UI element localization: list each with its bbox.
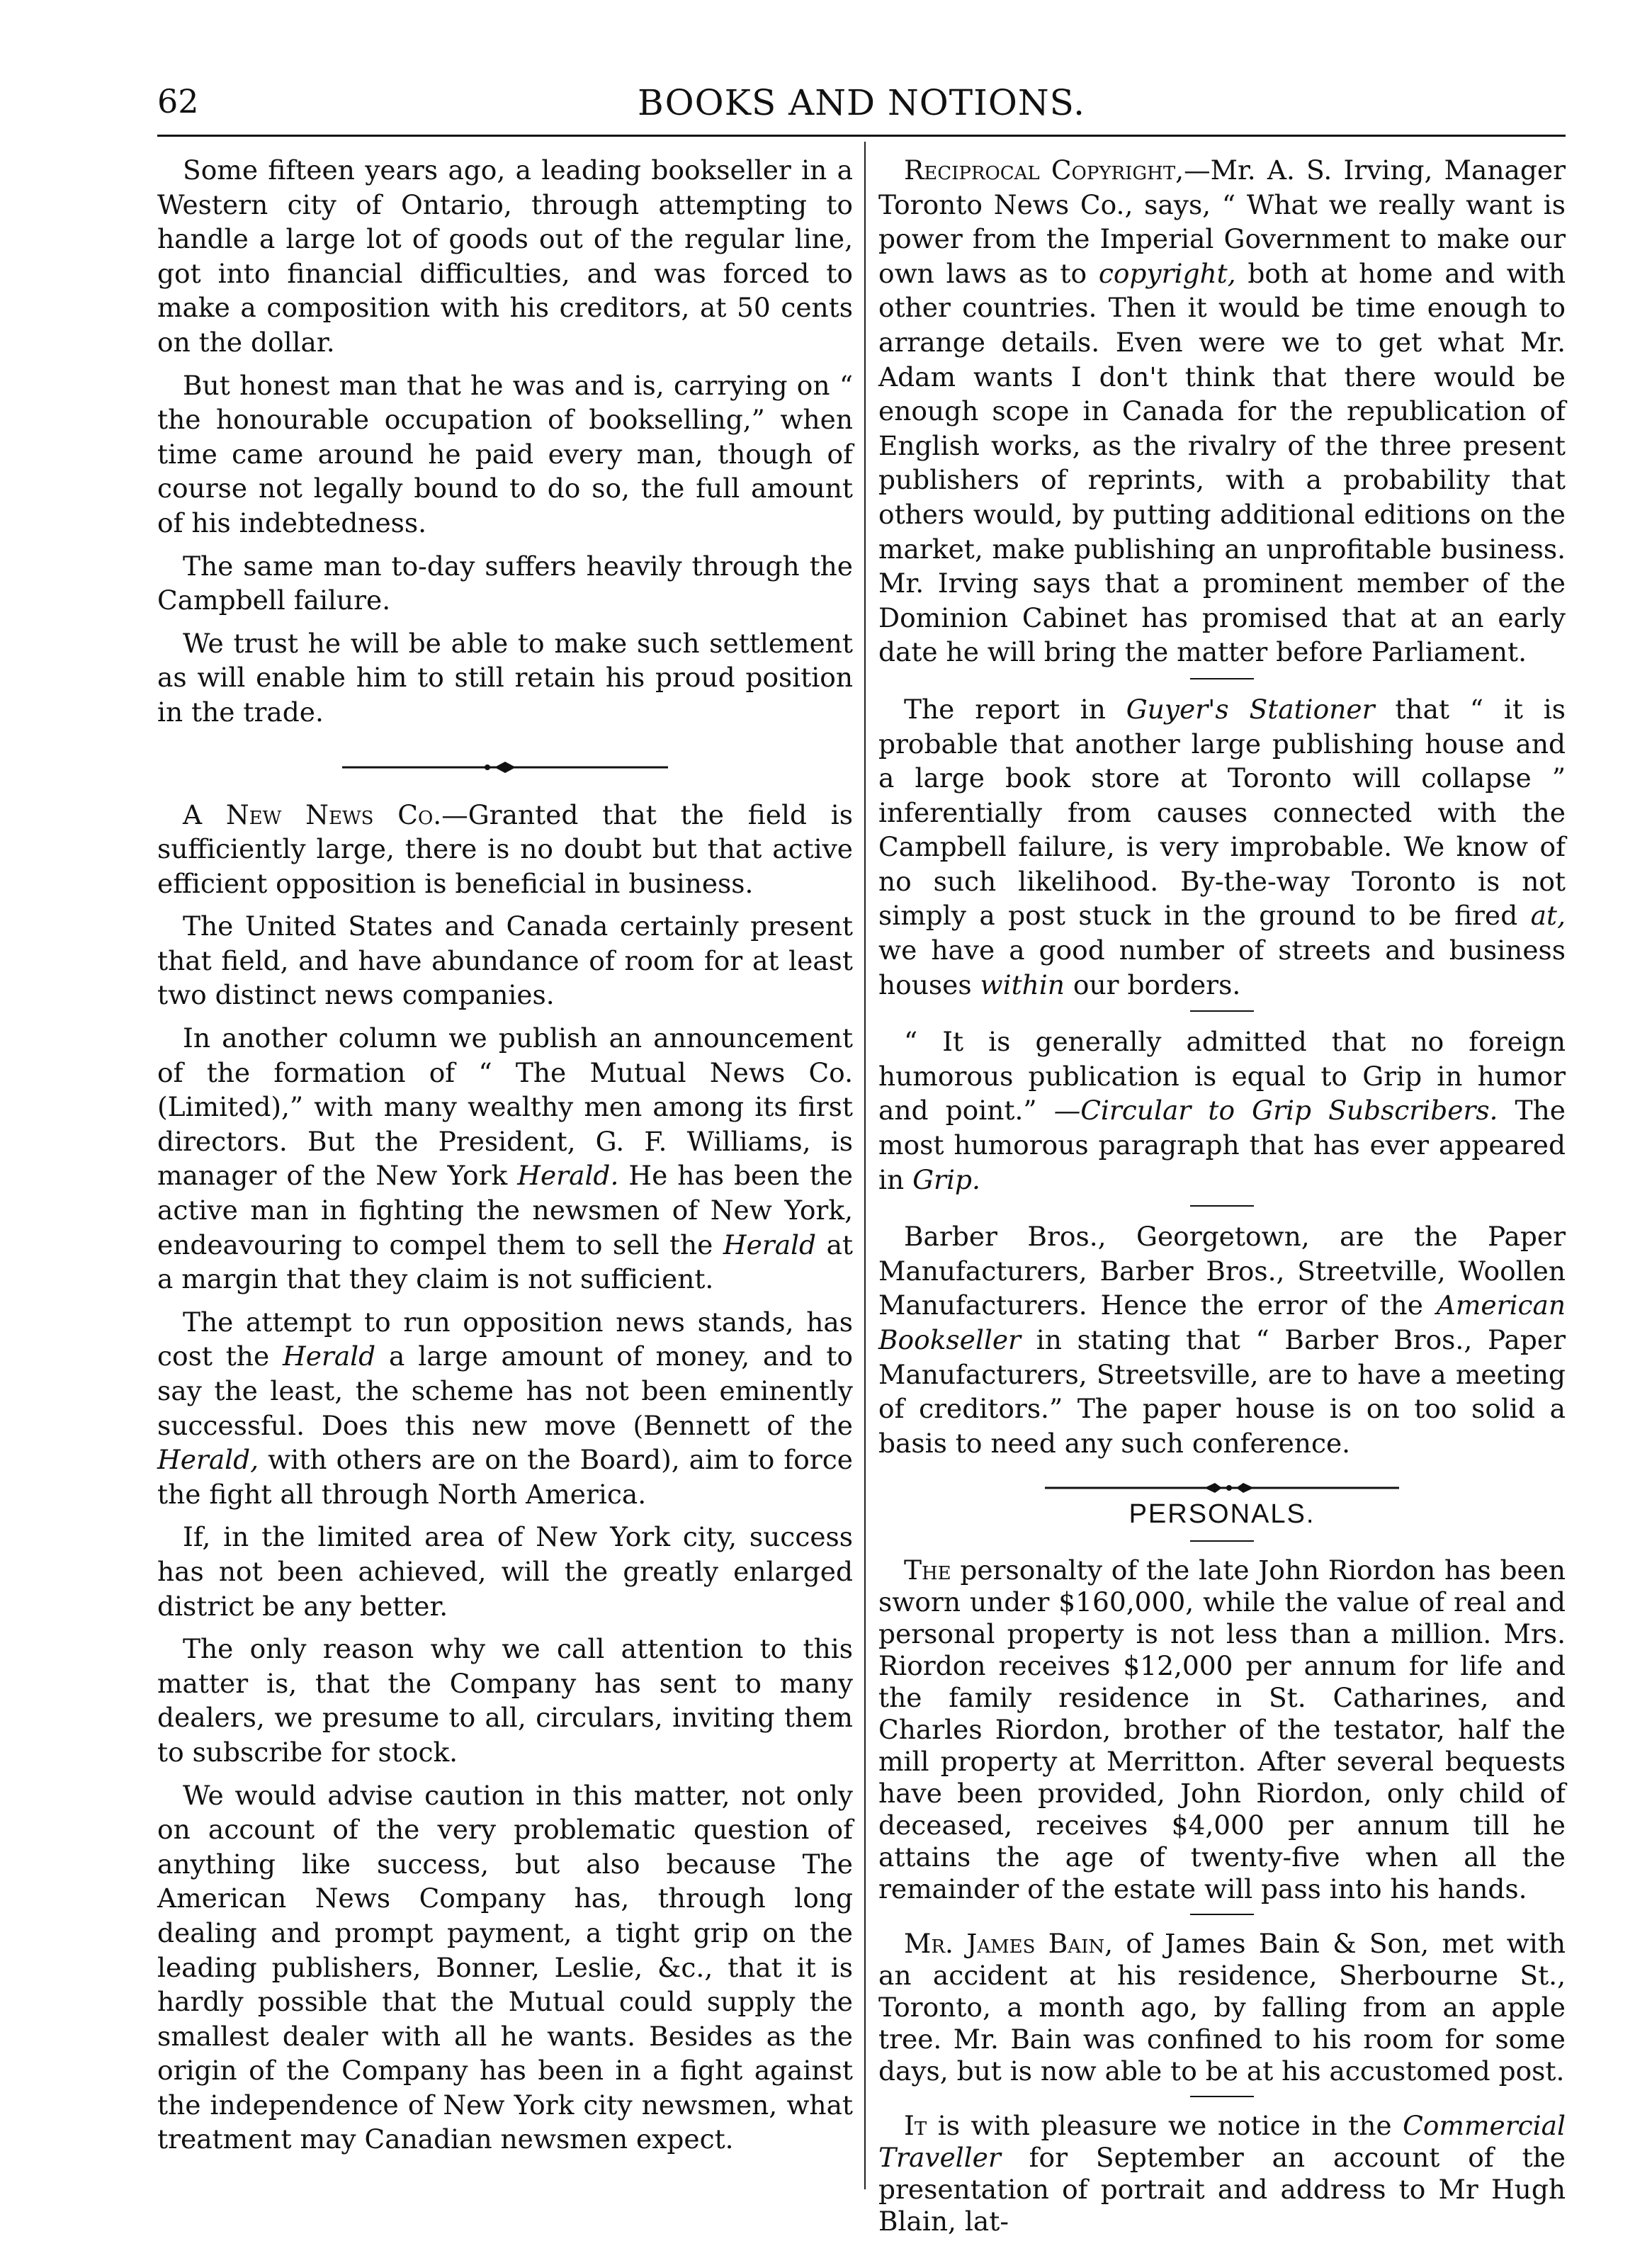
personals-heading: PERSONALS. [1128, 1499, 1316, 1530]
divider-rule [1190, 678, 1254, 679]
article-reciprocal-copyright: Reciprocal Copyright,—Mr. A. S. Irving, Manager Toronto News Co., says, “ What we really want is power from the Imperial Government to make our own laws as to copyright, both at home and with other countries. Then it would be time enough to arrange details. Even were we to get what Mr. Adam wants I don't think that there would be enough scope in Canada for the republication of English works, as the rivalry of the three present publishers of reprints, with a probability that others would, by putting additional editions on the market, make publishing an unprofitable business. Mr. Irving says that a prominent member of the Dominion Cabinet has promised that at an early date he will bring the matter before Parliament. [878, 154, 1566, 668]
article-guyers-stationer: The report in Guyer's Stationer that “ it is probable that another large publishing house and a large book store at Toronto will collapse ” inferentially from causes connected with the Campbell failure, is very improbable. We know of no such likelihood. By-the-way Toronto is not simply a post stuck in the ground to be fired at, we have a good number of streets and business houses within our borders. [878, 693, 1566, 1000]
article-bookseller-p2: But honest man that he was and is, carrying on “ the honourable occupation of bookselling,” when time came around he paid every man, though of course not legally bound to do so, the full amount of his indebtedness. [157, 369, 853, 538]
article-bookseller-p3: The same man to-day suffers heavily through the Campbell failure. [157, 550, 853, 616]
personals-section [878, 1554, 1566, 2237]
ornament-divider-icon [342, 760, 668, 774]
news-co-lead: A New News Co. [183, 798, 442, 830]
divider-rule [1190, 2096, 1254, 2097]
left-column [157, 153, 853, 2165]
divider-rule [1190, 1914, 1254, 1915]
ornament-divider-icon [1045, 1481, 1399, 1495]
article-bookseller-p4: We trust he will be able to make such settlement as will enable him to still retain his proud position in the trade. [157, 627, 853, 728]
article-bookseller-p1: Some fifteen years ago, a leading bookseller in a Western city of Ontario, through attempting to handle a large lot of goods out of the regular line, got into financial difficulties, and was forced to make a composition with his creditors, at 50 cents on the dollar. [157, 154, 853, 358]
article-news-co-p1: A New News Co.—Granted that the field is sufficiently large, there is no doubt but that active efficient opposition is beneficial in business. [157, 798, 853, 899]
article-news-co-p3: In another column we publish an announcement of the formation of “ The Mutual News Co. (Limited),” with many wealthy men among its first directors. But the President, G. F. Williams, is manager of the New York Herald. He has been the active man in fighting the newsmen of New York, endeavouring to compel them to sell the Herald at a margin that they claim is not sufficient. [157, 1022, 853, 1295]
page-header [157, 79, 1566, 129]
personal-riordon: The personalty of the late John Riordon has been sworn under $160,000, while the value of real and personal property is not less than a million. Mrs. Riordon receives $12,000 per annum for life and the family residence in St. Catharines, and Charles Riordon, brother of the testator, half the mill property at Merritton. After several bequests have been provided, John Riordon, only child of deceased, receives $4,000 per annum till he attains the age of twenty-five when all the remainder of the estate will pass into his hands. [878, 1554, 1566, 1904]
divider-rule [1190, 1205, 1254, 1207]
article-barber-bros: Barber Bros., Georgetown, are the Paper Manufacturers, Barber Bros., Streetville, Woollen Manufacturers. Hence the error of the American Bookseller in stating that “ Barber Bros., Paper Manufacturers, Streetsville, are to have a meeting of creditors.” The paper house is on too solid a basis to need any such conference. [878, 1221, 1566, 1459]
divider-rule [1190, 1010, 1254, 1012]
running-title: BOOKS AND NOTIONS. [638, 82, 1085, 123]
personal-bain: Mr. James Bain, of James Bain & Son, met with an accident at his residence, Sherbourne St., Toronto, a month ago, by falling from an apple tree. Mr. Bain was confined to his room for some days, but is now able to be at his accustomed post. [878, 1927, 1566, 2087]
article-grip: “ It is generally admitted that no foreign humorous publication is equal to Grip in humor and point.” —Circular to Grip Subscribers. The most humorous paragraph that has ever appeared in Grip. [878, 1026, 1566, 1195]
divider-rule [1190, 1540, 1254, 1542]
section-ornament [878, 1469, 1566, 1490]
article-news-co-p7: We would advise caution in this matter, not only on account of the very problematic question of anything like success, but also because The American News Company has, through long dealing and prompt payment, a tight grip on the leading publishers, Bonner, Leslie, &c., that it is hardly possible that the Mutual could supply the smallest dealer with all he wants. Besides as the origin of the Company has been in a fight against the independence of New York city newsmen, what treatment may Canadian newsmen expect. [157, 1779, 853, 2155]
article-news-co-p4: The attempt to run opposition news stands, has cost the Herald a large amount of money, and to say the least, the scheme has not been eminently successful. Does this new move (Bennett of the Herald, with others are on the Board), aim to force the fight all through North America. [157, 1306, 853, 1510]
header-rule [157, 135, 1566, 137]
article-news-co-p5: If, in the limited area of New York city, success has not been achieved, will the greatly enlarged district be any better. [157, 1521, 853, 1622]
section-ornament [157, 748, 853, 769]
article-news-co-p2: The United States and Canada certainly present that field, and have abundance of room for at least two distinct news companies. [157, 910, 853, 1011]
column-divider [864, 142, 866, 2189]
right-column [878, 153, 1566, 2246]
personal-blain: It is with pleasure we notice in the Commercial Traveller for September an account of the presentation of portrait and address to Mr Hugh Blain, lat- [878, 2109, 1566, 2237]
article-news-co-p6: The only reason why we call attention to this matter is, that the Company has sent to many dealers, we presume to all, circulars, inviting them to subscribe for stock. [157, 1633, 853, 1768]
page-number: 62 [157, 82, 199, 120]
